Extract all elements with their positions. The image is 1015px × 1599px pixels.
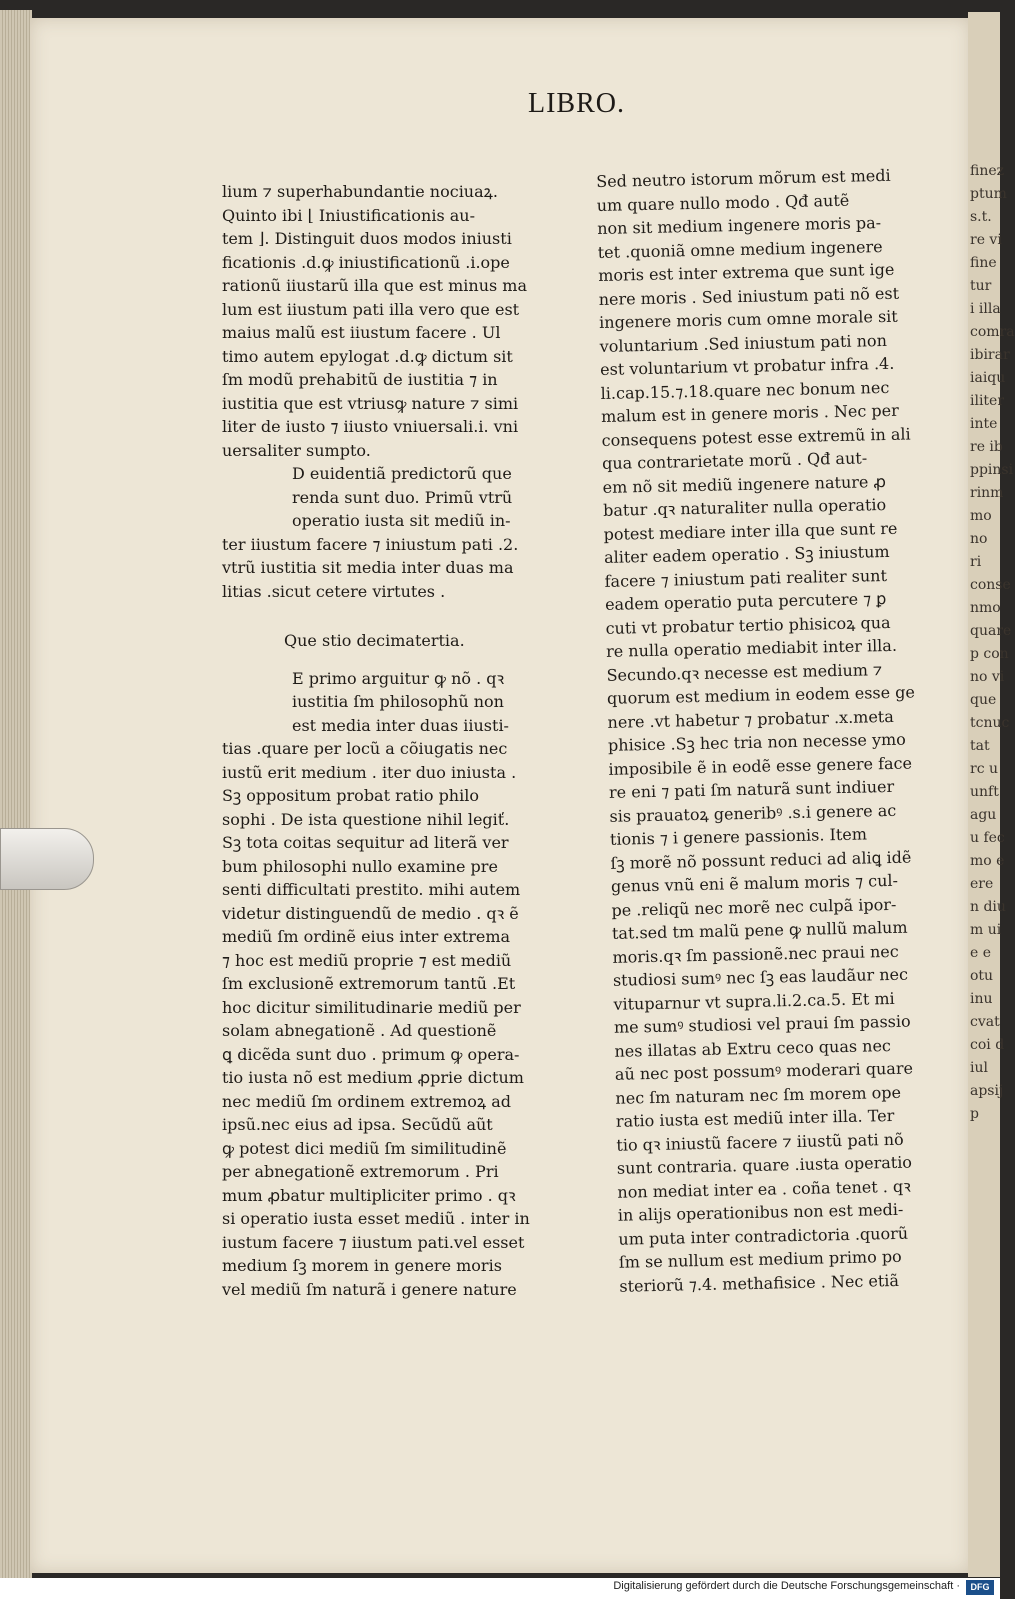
text-line: Sꝫ oppositum probat ratio philo: [222, 786, 479, 805]
text-line: imposibile ẽ in eodẽ esse genere face: [608, 753, 913, 779]
text-line: nec mediũ ſm ordinem extremoꝝ ad: [222, 1091, 512, 1111]
text-line: timo autem epylogat .d.ꝙ dictum sit: [222, 346, 513, 366]
facing-page-fragment: re vi: [970, 232, 1002, 248]
facing-page-fragment: u fec: [970, 830, 1005, 846]
facing-page-fragment: rc u: [970, 761, 998, 777]
text-line: ſm modũ prehabitũ de iustitia ⁊ in: [222, 370, 498, 389]
text-line: tio iusta nõ est medium ꝓprie dictum: [222, 1068, 524, 1087]
text-line: ꝗ dicẽda sunt duo . primum ꝙ opera‑: [222, 1044, 520, 1064]
footer-credit: Digitalisierung gefördert durch die Deutsche Forschungsgemeinschaft ·: [613, 1580, 960, 1592]
facing-page-fragment: unft: [970, 784, 999, 800]
text-line: tio qꝛ iniustũ facere ⁊ iiustũ pati nõ: [616, 1129, 904, 1155]
text-line: videtur distinguendũ de medio . qꝛ ẽ: [222, 903, 519, 923]
text-line: hoc dicitur similitudinarie mediũ per: [222, 997, 521, 1017]
text-line: iustũ erit medium . iter duo iniusta .: [222, 762, 517, 782]
facing-page-fragment: p con: [970, 646, 1009, 662]
facing-page-fragment: ptum: [970, 186, 1007, 202]
text-line: eadem operatio puta percutere ⁊ ꝑ: [604, 589, 887, 614]
text-line: um quare nullo modo . Qđ autẽ: [596, 190, 850, 215]
text-line: aũ nec post possumꝰ moderari quare: [614, 1058, 914, 1084]
text-line: rationũ iiustarũ illa que est minus ma: [222, 276, 527, 295]
facing-page-fragment: no vi: [970, 669, 1005, 685]
facing-page-fragment: apsij: [970, 1083, 1004, 1099]
text-line: D euidentiã predictorũ que: [292, 464, 512, 483]
facing-page-fragment: comra: [970, 324, 1015, 340]
text-line: sis prauatoꝝ generibꝰ .s.i genere ac: [609, 800, 897, 826]
text-line: tem ⌋. Distinguit duos modos iniusti: [222, 229, 512, 248]
text-line: vel mediũ ſm naturã i genere nature: [222, 1279, 517, 1299]
facing-page-fragment: rinm: [970, 485, 1004, 501]
text-line: tet .quoniã omne medium ingenere: [597, 236, 883, 262]
text-line: nec ſm naturam nec ſm morem ope: [615, 1082, 902, 1108]
text-line: ficationis .d.ꝙ iniustificationũ .i.ope: [222, 252, 510, 272]
facing-page-fragment: coi d: [970, 1037, 1005, 1053]
text-line: um puta inter contradictoria .quorũ: [618, 1223, 909, 1249]
text-line: re eni ⁊ pati ſm naturã sunt indiuer: [608, 776, 895, 802]
facing-page-fragment: n diu: [970, 899, 1006, 915]
text-line: senti difficultati prestito. mihi autem: [222, 880, 521, 899]
facing-page-fragment: ere: [970, 876, 994, 892]
text-line: tias .quare per locũ a cõiugatis nec: [222, 739, 508, 758]
text-line: ſꝫ morẽ nõ possunt reduci ad aliꝗ idẽ: [610, 847, 912, 873]
facing-page-fragment: cvat: [970, 1014, 1000, 1030]
text-line: renda sunt duo. Primũ vtrũ: [292, 487, 513, 507]
book-page-edges: [0, 10, 32, 1580]
facing-page-fragment: tur: [970, 278, 992, 294]
left-paragraph-3-rest: [222, 737, 532, 1301]
facing-page-fragment: iaiqu: [970, 370, 1006, 386]
facing-page-fragment: mo: [970, 508, 992, 524]
text-line: ⁊ hoc est mediũ proprie ⁊ est mediũ: [222, 950, 512, 970]
facing-page-fragment: iliter: [970, 393, 1005, 409]
text-line: sunt contraria. quare .iusta operatio: [616, 1152, 913, 1178]
text-line: cuti vt probatur tertio phisicoꝝ qua: [605, 612, 891, 638]
text-line: ratio iusta est mediũ inter illa. Ter: [615, 1105, 895, 1131]
text-line: ipsũ.nec eius ad ipsa. Secũdũ aũt: [222, 1115, 493, 1134]
text-line: sophi . De ista questione nihil legiť.: [222, 809, 510, 829]
text-line: maius malũ est iiustum facere . Ul: [222, 323, 501, 342]
right-paragraph: [596, 163, 936, 1297]
text-line: uersaliter sumpto.: [222, 440, 371, 460]
facing-page-fragment: otu: [970, 968, 994, 984]
text-line: vtrũ iustitia sit media inter duas ma: [222, 558, 514, 577]
text-line: Sꝫ tota coitas sequitur ad literã ver: [222, 833, 509, 852]
left-paragraph-1: [222, 180, 532, 462]
text-line: quorum est medium in eodem esse ge: [606, 682, 916, 708]
facing-page-fragment: que: [970, 692, 997, 708]
text-line: ſm exclusionẽ extremorum tantũ .Et: [222, 974, 516, 993]
facing-page-fragment: p: [970, 1106, 979, 1122]
text-line: Quinto ibi ⌊ Iniustificationis au‑: [222, 205, 476, 225]
facing-page-fragment: inte: [970, 416, 998, 432]
facing-page-fragment: e e: [970, 945, 992, 961]
text-line: lium ⁊ superhabundantie nociuaꝝ.: [222, 182, 498, 201]
text-line: est media inter duas iiusti‑: [292, 715, 509, 735]
text-line: consequens potest esse extremũ in ali: [601, 423, 911, 450]
text-line: ingenere moris cum omne morale sit: [598, 306, 898, 332]
text-line: facere ⁊ iniustum pati realiter sunt: [604, 565, 888, 591]
text-line: non sit medium ingenere moris pa‑: [597, 213, 882, 238]
text-line: moris est inter extrema que sunt ige: [598, 259, 895, 285]
text-line: me sumꝰ studiosi vel praui ſm passio: [613, 1011, 911, 1037]
text-line: E primo arguitur ꝙ nõ . qꝛ: [292, 668, 505, 688]
text-line: li.cap.15.⁊.18.quare nec bonum nec: [600, 377, 890, 403]
text-line: em nõ sit mediũ ingenere nature ꝓ: [602, 471, 887, 497]
text-line: qua contrarietate morũ . Qđ aut‑: [601, 448, 868, 473]
facing-page-fragment: re ib: [970, 439, 1003, 455]
text-line: iustitia que est vtriusꝙ nature ⁊ simi: [222, 393, 519, 413]
facing-page-fragment: tat: [970, 738, 990, 754]
text-line: Sed neutro istorum mõrum est medi: [596, 165, 891, 191]
text-line: nes illatas ab Extru ceco quas nec: [614, 1035, 892, 1061]
text-line: potest mediare inter illa que sunt re: [603, 518, 898, 544]
facing-page-fragment: ri: [970, 554, 982, 570]
facing-page-fragment: no: [970, 531, 988, 547]
text-line: ꝙ potest dici mediũ ſm similitudinẽ: [222, 1138, 507, 1158]
text-line: est voluntarium vt probatur infra .4.: [599, 353, 895, 379]
text-line: solam abnegationẽ . Ad questionẽ: [222, 1021, 497, 1040]
text-line: medium ſꝫ morem in genere moris: [222, 1256, 502, 1275]
text-line: nere .vt habetur ⁊ probatur .x.meta: [607, 706, 894, 732]
text-line: lum est iiustum pati illa vero que est: [222, 299, 520, 319]
question-heading: Que stio decimatertia.: [284, 631, 465, 650]
text-line: non mediat inter ea . coña tenet . qꝛ: [617, 1176, 911, 1202]
text-line: mum ꝓbatur multipliciter primo . qꝛ: [222, 1185, 516, 1205]
facing-page-fragment: ibirar: [970, 347, 1010, 363]
text-line: liter de iusto ⁊ iiusto vniuersali.i. vni: [222, 417, 519, 436]
text-line: litias .sicut cetere virtutes .: [222, 581, 446, 601]
text-line: vituparnur vt supra.li.2.ca.5. Et mi: [613, 988, 895, 1014]
text-line: pe .reliqũ nec morẽ nec culpã ipor‑: [611, 894, 897, 920]
text-line: operatio iusta sit mediũ in‑: [292, 511, 511, 530]
facing-page-fragment: s.t.: [970, 209, 992, 225]
facing-page-fragment: iul: [970, 1060, 988, 1076]
facing-page-fragment: mo e: [970, 853, 1005, 869]
text-line: genus vnũ eni ẽ malum moris ⁊ cul‑: [610, 870, 899, 896]
facing-page-fragment: finez: [970, 163, 1005, 179]
facing-page-fragment: agu: [970, 807, 997, 823]
facing-page-fragment: ppinsi: [970, 462, 1014, 478]
text-line: per abnegationẽ extremorum . Pri: [222, 1162, 499, 1181]
text-line: studiosi sumꝰ nec ſꝫ eas laudãur nec: [612, 964, 909, 990]
text-line: iustum facere ⁊ iiustum pati.vel esset: [222, 1232, 525, 1252]
left-paragraph-3-initial: [222, 667, 532, 738]
text-line: batur .qꝛ naturaliter nulla operatio: [602, 494, 887, 520]
dfg-logo: DFG: [966, 1580, 994, 1595]
right-text-column: [596, 163, 936, 1297]
page-clamp: [0, 828, 94, 890]
text-line: tat.sed tm malũ pene ꝙ nullũ malum: [611, 917, 908, 943]
text-line: iustitia ſm philosophũ non: [292, 692, 504, 711]
text-line: bum philosophi nullo examine pre: [222, 856, 498, 876]
facing-page-fragment: fine: [970, 255, 997, 271]
text-line: si operatio iusta esset mediũ . inter in: [222, 1209, 530, 1228]
left-paragraph-2-initial: [222, 462, 532, 533]
text-line: nere moris . Sed iniustum pati nõ est: [598, 283, 900, 309]
text-line: ſm se nullum est medium primo po: [618, 1246, 902, 1272]
footer-bar: [0, 1578, 1000, 1599]
text-line: aliter eadem operatio . Sꝫ iniustum: [603, 541, 890, 567]
text-line: moris.qꝛ ſm passionẽ.nec praui nec: [612, 941, 899, 967]
text-line: ter iiustum facere ⁊ iniustum pati .2.: [222, 534, 519, 554]
text-line: tionis ⁊ i genere passionis. Item: [609, 824, 868, 849]
facing-page-fragment: nmo: [970, 600, 1001, 616]
text-line: malum est in genere moris . Nec per: [600, 400, 899, 426]
facing-page-fragment: m ui: [970, 922, 1002, 938]
text-line: in alijs operationibus non est medi‑: [617, 1199, 904, 1225]
text-line: voluntarium .Sed iniustum pati non: [599, 330, 888, 356]
facing-page-fragment: quare: [970, 623, 1012, 639]
facing-page-text: [970, 160, 1015, 1260]
text-line: re nulla operatio mediabit inter illa.: [605, 635, 898, 661]
left-paragraph-2-rest: [222, 533, 532, 604]
facing-page-fragment: inu: [970, 991, 993, 1007]
facing-page-fragment: i illa: [970, 301, 1001, 317]
facing-page-fragment: tcnuc: [970, 715, 1010, 731]
left-text-column: [222, 180, 532, 1301]
text-line: steriorũ ⁊.4. methafisice . Nec etiã: [619, 1270, 900, 1296]
running-head: LIBRO.: [528, 88, 625, 119]
facing-page-fragment: conse: [970, 577, 1011, 593]
text-line: phisice .Sꝫ hec tria non necesse ymo: [607, 729, 906, 755]
text-line: Secundo.qꝛ necesse est medium ⁊: [606, 659, 883, 685]
text-line: mediũ ſm ordinẽ eius inter extrema: [222, 927, 511, 946]
